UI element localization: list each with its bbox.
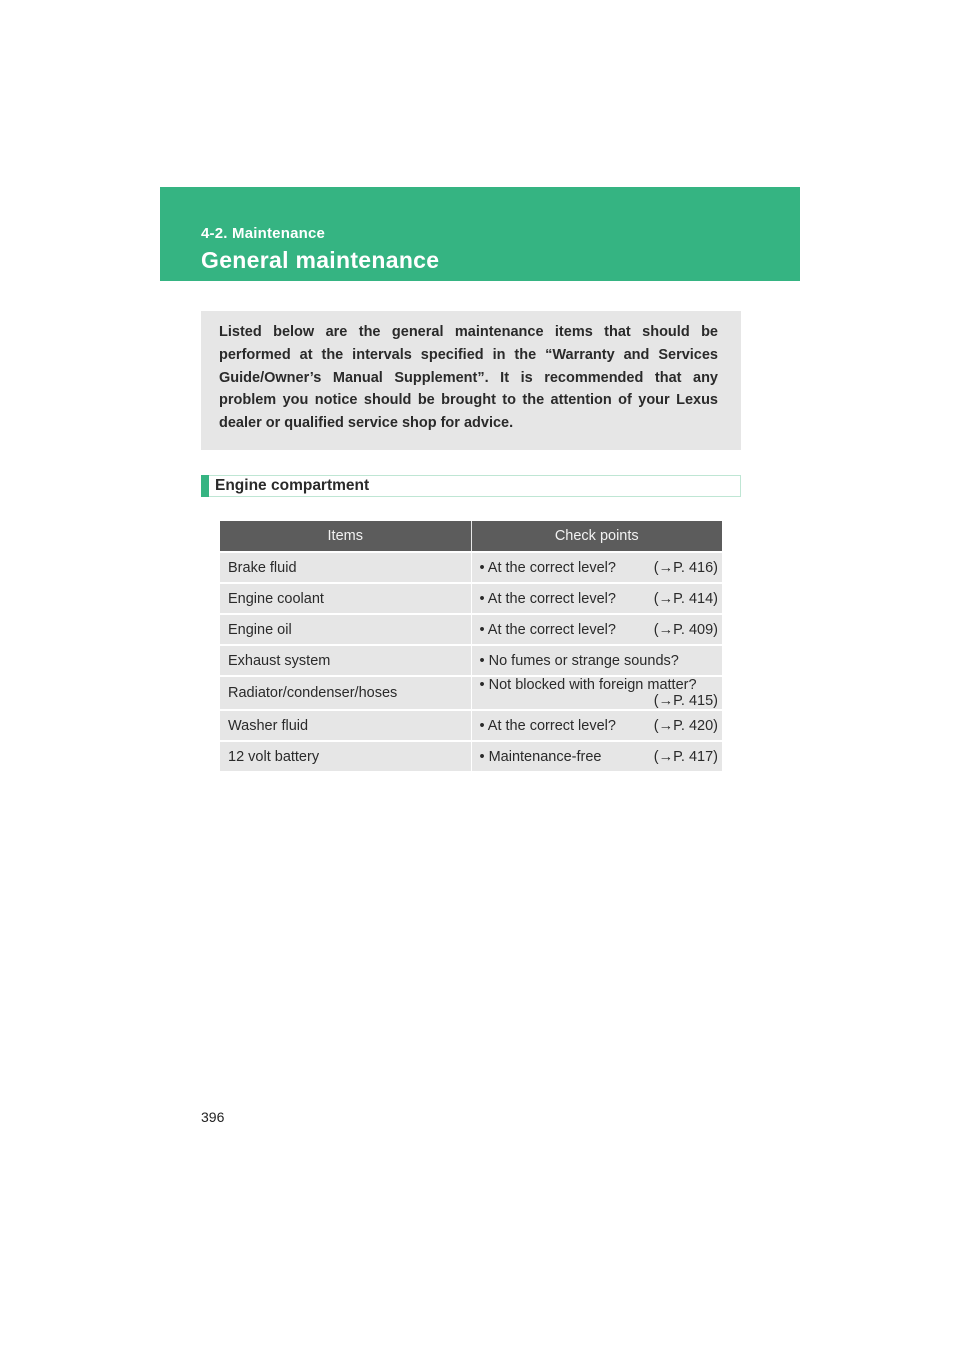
page-reference-link[interactable]: (→P. 420) bbox=[653, 717, 718, 734]
section-label: 4-2. Maintenance bbox=[201, 225, 326, 242]
page-reference-link[interactable]: (→P. 417) bbox=[653, 748, 718, 765]
check-text: • At the correct level? bbox=[479, 559, 616, 576]
table-row bbox=[220, 552, 722, 583]
page-title: General maintenance bbox=[201, 247, 440, 273]
item-cell: Washer fluid bbox=[220, 710, 471, 741]
subheading-text: Engine compartment bbox=[215, 477, 370, 494]
header-check-points: Check points bbox=[471, 521, 722, 552]
maintenance-table bbox=[220, 521, 722, 771]
page-number: 396 bbox=[201, 1109, 225, 1125]
item-cell: Engine coolant bbox=[220, 583, 471, 614]
check-cell bbox=[471, 614, 722, 645]
check-cell bbox=[471, 710, 722, 741]
page-reference-link[interactable]: (→P. 414) bbox=[653, 590, 718, 607]
check-text: • At the correct level? bbox=[479, 621, 616, 638]
check-text: • At the correct level? bbox=[479, 717, 616, 734]
check-cell bbox=[471, 741, 722, 771]
check-text: • At the correct level? bbox=[479, 590, 616, 607]
heading-accent-bar bbox=[201, 475, 209, 497]
table-row bbox=[220, 710, 722, 741]
page-reference-link[interactable]: (→P. 416) bbox=[653, 559, 718, 576]
header-items: Items bbox=[220, 521, 471, 552]
table-row bbox=[220, 741, 722, 771]
table-row bbox=[220, 645, 722, 676]
check-text: • Maintenance-free bbox=[479, 748, 602, 765]
check-cell bbox=[471, 583, 722, 614]
page-reference-link[interactable]: (→P. 409) bbox=[653, 621, 718, 638]
item-cell: Engine oil bbox=[220, 614, 471, 645]
header-band bbox=[160, 187, 800, 281]
item-cell: Radiator/condenser/hoses bbox=[220, 676, 471, 710]
item-cell: Exhaust system bbox=[220, 645, 471, 676]
intro-box bbox=[201, 311, 741, 450]
check-cell bbox=[471, 676, 722, 710]
intro-text: Listed below are the general maintenance items that should be performed at the intervals specified in the “Warranty and Services Guide/Owner’s Manual Supplement”. It is recommended that any problem you notice should be brought to the attention of your Lexus dealer or qualified service shop for advice. bbox=[219, 324, 718, 432]
table-row bbox=[220, 614, 722, 645]
table-row bbox=[220, 583, 722, 614]
check-cell bbox=[471, 645, 722, 676]
item-cell: Brake fluid bbox=[220, 552, 471, 583]
table-row bbox=[220, 676, 722, 710]
check-text: • No fumes or strange sounds? bbox=[479, 652, 679, 669]
check-cell bbox=[471, 552, 722, 583]
page-reference-link[interactable]: (→P. 415) bbox=[653, 693, 718, 709]
check-text: • Not blocked with foreign matter? bbox=[479, 677, 697, 693]
table-header-row bbox=[220, 521, 722, 552]
item-cell: 12 volt battery bbox=[220, 741, 471, 771]
engine-compartment-heading bbox=[201, 475, 741, 497]
